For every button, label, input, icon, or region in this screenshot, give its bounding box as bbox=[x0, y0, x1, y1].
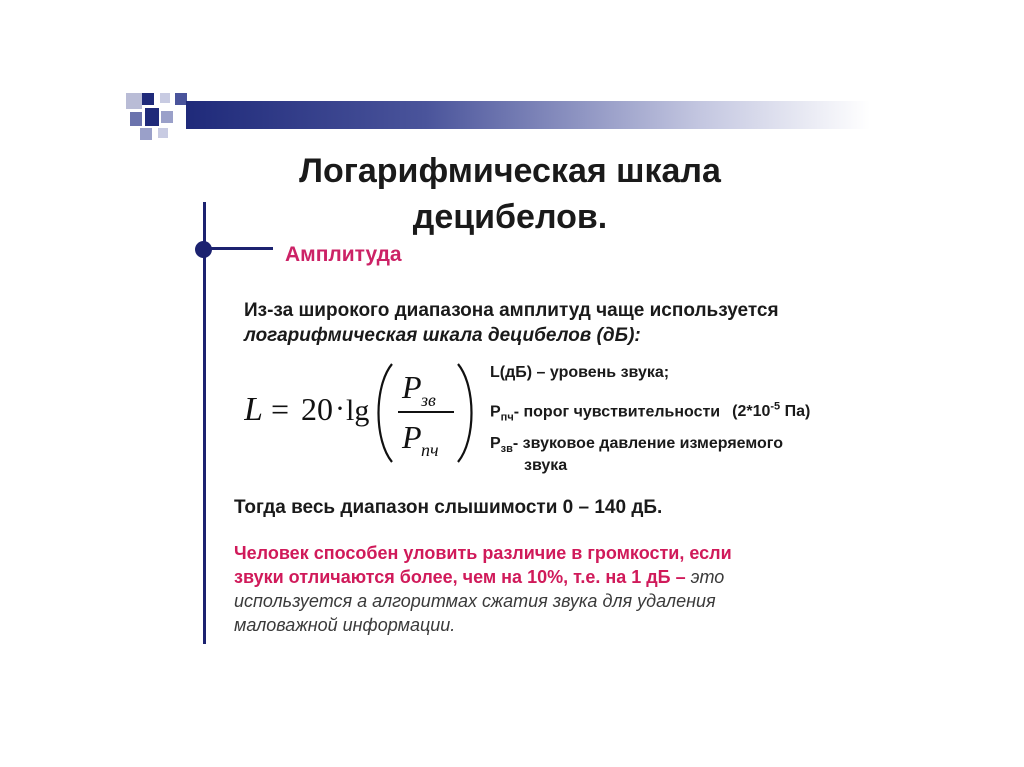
decor-square bbox=[140, 128, 152, 140]
formula-numerator: P bbox=[402, 369, 422, 405]
legend-row-pressure bbox=[490, 435, 783, 455]
formula-denominator-sub: пч bbox=[421, 440, 439, 460]
formula-coef: 20 bbox=[301, 391, 333, 427]
formula-equals: = bbox=[271, 391, 290, 427]
legend-row-level: L(дБ) – уровень звука; bbox=[490, 364, 670, 381]
note-line-3: используется а алгоритмах сжатия звука для удаления bbox=[234, 591, 716, 611]
legend-value-post: Па) bbox=[780, 403, 811, 421]
note-line-4: маловажной информации. bbox=[234, 615, 456, 635]
note-line-2-emph: звуки отличаются более, чем на 10%, т.е. на 1 дБ – bbox=[234, 567, 686, 587]
intro-line-1: Из-за широкого диапазона амплитуд чаще используется bbox=[244, 300, 779, 321]
right-paren bbox=[458, 364, 472, 462]
decor-square bbox=[145, 108, 159, 126]
section-title: Амплитуда bbox=[285, 243, 402, 266]
legend-row-threshold bbox=[490, 401, 810, 424]
left-paren bbox=[379, 364, 393, 462]
title-line-1: Логарифмическая шкала bbox=[299, 152, 721, 190]
note-line-2 bbox=[234, 565, 732, 589]
legend-value bbox=[732, 403, 810, 420]
legend-symbol: P bbox=[490, 403, 501, 421]
decor-square bbox=[158, 128, 168, 138]
formula-lhs: L bbox=[244, 391, 263, 428]
header-gradient-bar bbox=[186, 101, 870, 129]
decor-square bbox=[161, 111, 173, 123]
note-line-2-rest: это bbox=[685, 567, 725, 587]
intro-line-2: логарифмическая шкала децибелов (дБ): bbox=[244, 325, 641, 346]
intro-text bbox=[244, 298, 779, 348]
perception-note bbox=[234, 541, 732, 637]
note-line-1: Человек способен уловить различие в громкости, если bbox=[234, 543, 732, 563]
formula-numerator-sub: зв bbox=[421, 390, 436, 410]
formula-func: lg bbox=[346, 394, 370, 427]
legend-exponent: -5 bbox=[770, 401, 781, 413]
bullet-dot bbox=[195, 241, 212, 258]
legend-subscript: зв bbox=[500, 443, 513, 456]
vertical-rule bbox=[203, 202, 206, 644]
range-statement: Тогда весь диапазон слышимости 0 – 140 дБ. bbox=[234, 497, 663, 518]
horizontal-rule bbox=[205, 247, 273, 250]
decor-square bbox=[160, 93, 170, 103]
formula-dot: · bbox=[335, 392, 345, 425]
legend-row-pressure-cont: звука bbox=[524, 457, 568, 474]
legend-text: - порог чувствительности bbox=[513, 403, 721, 421]
legend-symbol: P bbox=[490, 435, 501, 452]
legend-subscript: пч bbox=[500, 411, 514, 424]
slide-title bbox=[200, 148, 820, 240]
decibel-formula bbox=[244, 358, 474, 466]
title-line-2: децибелов. bbox=[412, 198, 608, 236]
decor-square bbox=[126, 93, 142, 109]
legend-text: - звуковое давление измеряемого bbox=[512, 435, 783, 452]
decor-square bbox=[142, 93, 154, 105]
legend-value-pre: (2*10 bbox=[732, 403, 771, 421]
decor-square bbox=[130, 112, 142, 126]
formula-denominator: P bbox=[402, 419, 422, 455]
